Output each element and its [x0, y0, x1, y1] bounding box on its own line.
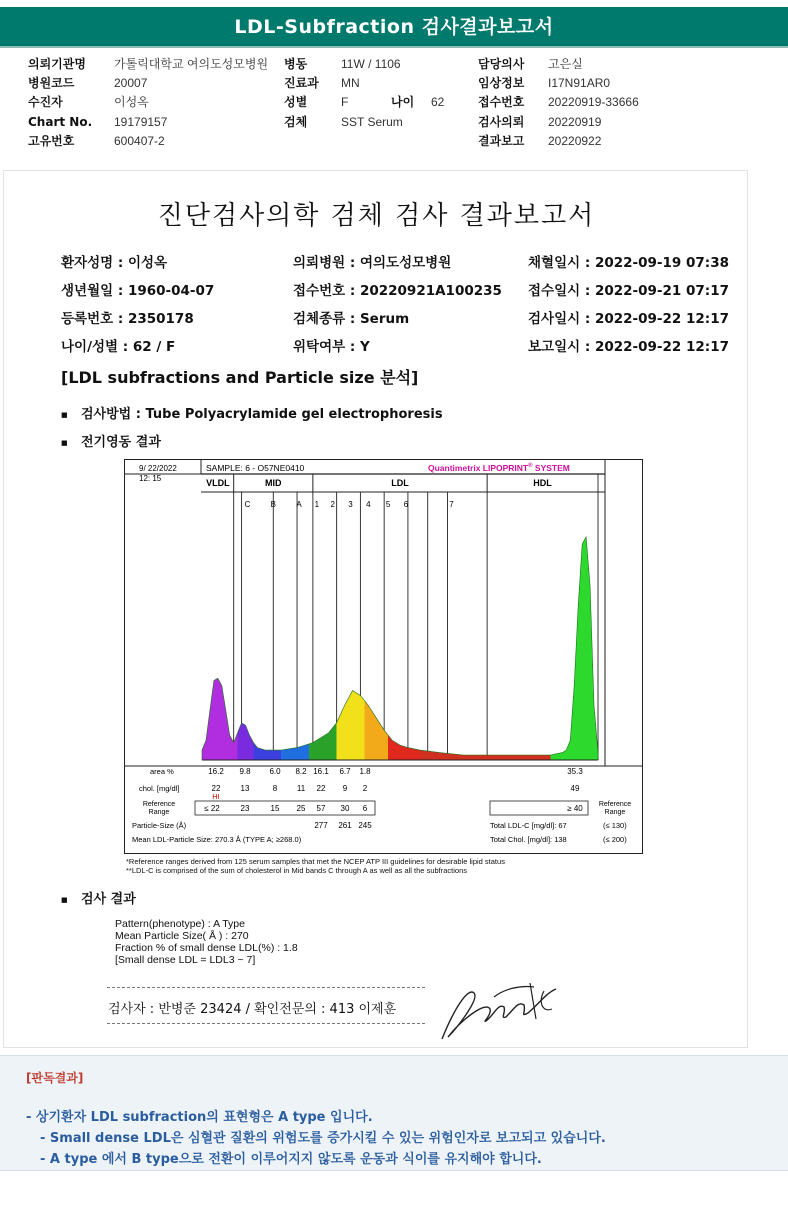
chol-value: 22: [316, 784, 326, 793]
chol-value: 9: [342, 784, 348, 793]
field-value: 600407-2: [114, 134, 165, 148]
interpretation-line: - A type 에서 B type으로 전환이 이루어지지 않도록 운동과 식이를 유지해야 합니다.: [40, 1152, 542, 1167]
electro-label: ■ 전기영동 결과: [61, 431, 161, 450]
page-title: LDL-Subfraction 검사결과보고서: [234, 16, 554, 38]
group-mid: MID: [265, 478, 282, 488]
chart-notes: [126, 857, 505, 875]
field-label: 검사의뢰: [478, 115, 525, 129]
area-value: 6.7: [339, 767, 351, 776]
field-value: 20220919: [548, 115, 602, 129]
area-value: 9.8: [239, 767, 251, 776]
patient-field: 생년월일 : 1960-04-07: [61, 283, 215, 299]
patient-field: 채혈일시 : 2022-09-19 07:38: [528, 255, 729, 271]
section-title: [LDL subfractions and Particle size 분석]: [61, 368, 419, 387]
band-label: 3: [348, 500, 353, 509]
ref-value: ≤ 22: [204, 804, 220, 813]
row-label-particle: Particle-Size (Å): [132, 821, 187, 830]
mean-particle-size: Mean LDL-Particle Size: 270.3 Å (TYPE A; ≥268.0): [132, 835, 302, 844]
interpretation-line: - 상기환자 LDL subfraction의 표현형은 A type 입니다.: [26, 1110, 373, 1125]
band-label: 4: [366, 500, 371, 509]
hi-flag: HI: [212, 792, 220, 801]
ref-value: 15: [270, 804, 280, 813]
signature-divider: [107, 1023, 425, 1024]
patient-field: 검사일시 : 2022-09-22 12:17: [528, 311, 729, 327]
signature-line: 검사자 : 반병준 23424 / 확인전문의 : 413 이제훈: [108, 1002, 397, 1017]
patient-field: 나이/성별 : 62 / F: [61, 339, 176, 355]
field-label: 성별: [284, 95, 308, 109]
lipoprotein-profile: [202, 537, 598, 760]
patient-field: 등록번호 : 2350178: [61, 311, 194, 327]
header-field: [478, 74, 610, 94]
chol-value: 13: [240, 784, 250, 793]
particle-value: 261: [338, 821, 352, 830]
band-label: 6: [403, 500, 409, 509]
total-ldl-ref: (≤ 130): [603, 821, 627, 830]
field-label: 병원코드: [28, 76, 75, 90]
field-value: 19179157: [114, 115, 168, 129]
chart-brand: Quantimetrix LIPOPRINT® SYSTEM: [428, 463, 570, 473]
row-label-area: area %: [150, 767, 174, 776]
patient-field: 접수번호 : 20220921A100235: [293, 283, 502, 299]
patient-field: 위탁여부 : Y: [293, 339, 370, 355]
field-label: 검체: [284, 115, 308, 129]
result-line: Pattern(phenotype) : A Type: [115, 918, 245, 930]
method-line: ■ 검사방법 : Tube Polyacrylamide gel electrophoresis: [61, 403, 443, 422]
area-value: 16.1: [313, 767, 329, 776]
note-line: *Reference ranges derived from 125 serum samples that met the NCEP ATP III guidelines for desirable lipid status: [126, 857, 505, 866]
band-label: 2: [330, 500, 335, 509]
row-label-chol: chol. [mg/dl]: [139, 784, 180, 793]
header-field: [478, 132, 601, 152]
band-label: 7: [449, 500, 454, 509]
result-line: Fraction % of small dense LDL(%) : 1.8: [115, 942, 298, 954]
field-value: 20007: [114, 76, 148, 90]
total-ldl: Total LDL-C [mg/dl]: 67: [490, 821, 567, 830]
field-value: 62: [431, 95, 445, 109]
title-bar: [0, 7, 788, 48]
patient-field: 의뢰병원 : 여의도성모병원: [293, 255, 452, 271]
field-value: 20220922: [548, 134, 602, 148]
field-value: F: [341, 95, 349, 109]
patient-field: 접수일시 : 2022-09-21 07:17: [528, 283, 729, 299]
field-value: SST Serum: [341, 115, 403, 129]
row-label-ref: Reference Range: [142, 801, 176, 816]
result-line: Mean Particle Size( Å ) : 270: [115, 930, 249, 942]
header-field: [28, 113, 167, 133]
area-value: 1.8: [359, 767, 371, 776]
field-value: MN: [341, 76, 360, 90]
area-value: 16.2: [208, 767, 224, 776]
field-label: 병동: [284, 57, 308, 71]
chart-time: 12: 15: [139, 474, 162, 483]
patient-field: 보고일시 : 2022-09-22 12:17: [528, 339, 729, 355]
field-label: 임상정보: [478, 76, 525, 90]
interpretation-heading: [판독결과]: [26, 1071, 84, 1085]
field-label: 고유번호: [28, 134, 75, 148]
particle-value: 277: [314, 821, 328, 830]
note-line: **LDL-C is comprised of the sum of cholesterol in Mid bands C through A as well as all the subfractions: [126, 866, 468, 875]
group-vldl: VLDL: [206, 478, 230, 488]
header-field: [284, 74, 360, 94]
ref-value: 23: [240, 804, 250, 813]
patient-field: 환자성명 : 이성옥: [61, 255, 168, 271]
field-value: 20220919-33666: [548, 95, 639, 109]
area-value-hdl: 35.3: [567, 767, 583, 776]
field-label: 수진자: [28, 95, 63, 109]
chol-value: 11: [296, 784, 306, 793]
field-label: 나이: [391, 95, 415, 109]
total-chol: Total Chol. [mg/dl]: 138: [490, 835, 567, 844]
band-label: B: [270, 500, 276, 509]
header-field: [284, 55, 401, 75]
field-value: 이성옥: [114, 95, 149, 109]
chart-date: 9/ 22/2022: [139, 464, 177, 473]
field-value: 가톨릭대학교 여의도성모병원: [114, 57, 269, 71]
chol-value: 22: [211, 784, 221, 793]
chart-svg: [125, 460, 642, 853]
lipoprint-chart: [124, 459, 643, 854]
band-label: A: [296, 500, 302, 509]
header-field: [28, 74, 147, 94]
field-value: 고은실: [548, 57, 583, 71]
row-label-ref-right: Reference Range: [598, 801, 632, 816]
report-title: 진단검사의학 검체 검사 결과보고서: [157, 201, 596, 231]
field-value: I17N91AR0: [548, 76, 611, 90]
field-label: 의뢰기관명: [28, 57, 86, 71]
header-field: [284, 93, 348, 113]
band-label: 1: [314, 500, 320, 509]
field-value: 11W / 1106: [341, 57, 401, 71]
field-label: 접수번호: [478, 95, 525, 109]
header-field: [28, 55, 268, 75]
ref-value: 57: [316, 804, 326, 813]
header-field: [478, 93, 639, 113]
interpretation-box: [0, 1055, 788, 1171]
ref-value-hdl: ≥ 40: [567, 804, 583, 813]
field-label: 담당의사: [478, 57, 525, 71]
chol-value: 2: [362, 784, 368, 793]
group-hdl: HDL: [533, 478, 552, 488]
result-line: [Small dense LDL = LDL3 ~ 7]: [115, 954, 256, 966]
band-label: 5: [385, 500, 391, 509]
field-label: 진료과: [284, 76, 319, 90]
band-label: C: [244, 500, 251, 509]
particle-value: 245: [358, 821, 372, 830]
field-label: Chart No.: [28, 115, 93, 129]
chol-value: 8: [272, 784, 278, 793]
header-field-age: [391, 93, 444, 113]
ref-value: 6: [362, 804, 368, 813]
chol-value-hdl: 49: [570, 784, 580, 793]
chart-sample: SAMPLE: 6 - O57NE0410: [206, 463, 305, 473]
result-label: ■ 검사 결과: [61, 888, 136, 907]
signature-image: [434, 979, 569, 1045]
ref-value: 25: [296, 804, 306, 813]
header-field: [478, 113, 601, 133]
header-field: [478, 55, 583, 75]
total-chol-ref: (≤ 200): [603, 835, 627, 844]
area-value: 6.0: [269, 767, 281, 776]
header-field: [28, 93, 149, 113]
ref-value: 30: [340, 804, 350, 813]
header-field: [284, 113, 403, 133]
area-value: 8.2: [295, 767, 307, 776]
group-ldl: LDL: [391, 478, 409, 488]
field-label: 결과보고: [478, 134, 525, 148]
signature-divider: [107, 987, 425, 988]
report-panel: [3, 170, 748, 1048]
interpretation-line: - Small dense LDL은 심혈관 질환의 위험도를 증가시킬 수 있는 위험인자로 보고되고 있습니다.: [40, 1131, 606, 1146]
patient-field: 검체종류 : Serum: [293, 311, 410, 327]
header-field: [28, 132, 165, 152]
result-block: [115, 918, 298, 966]
